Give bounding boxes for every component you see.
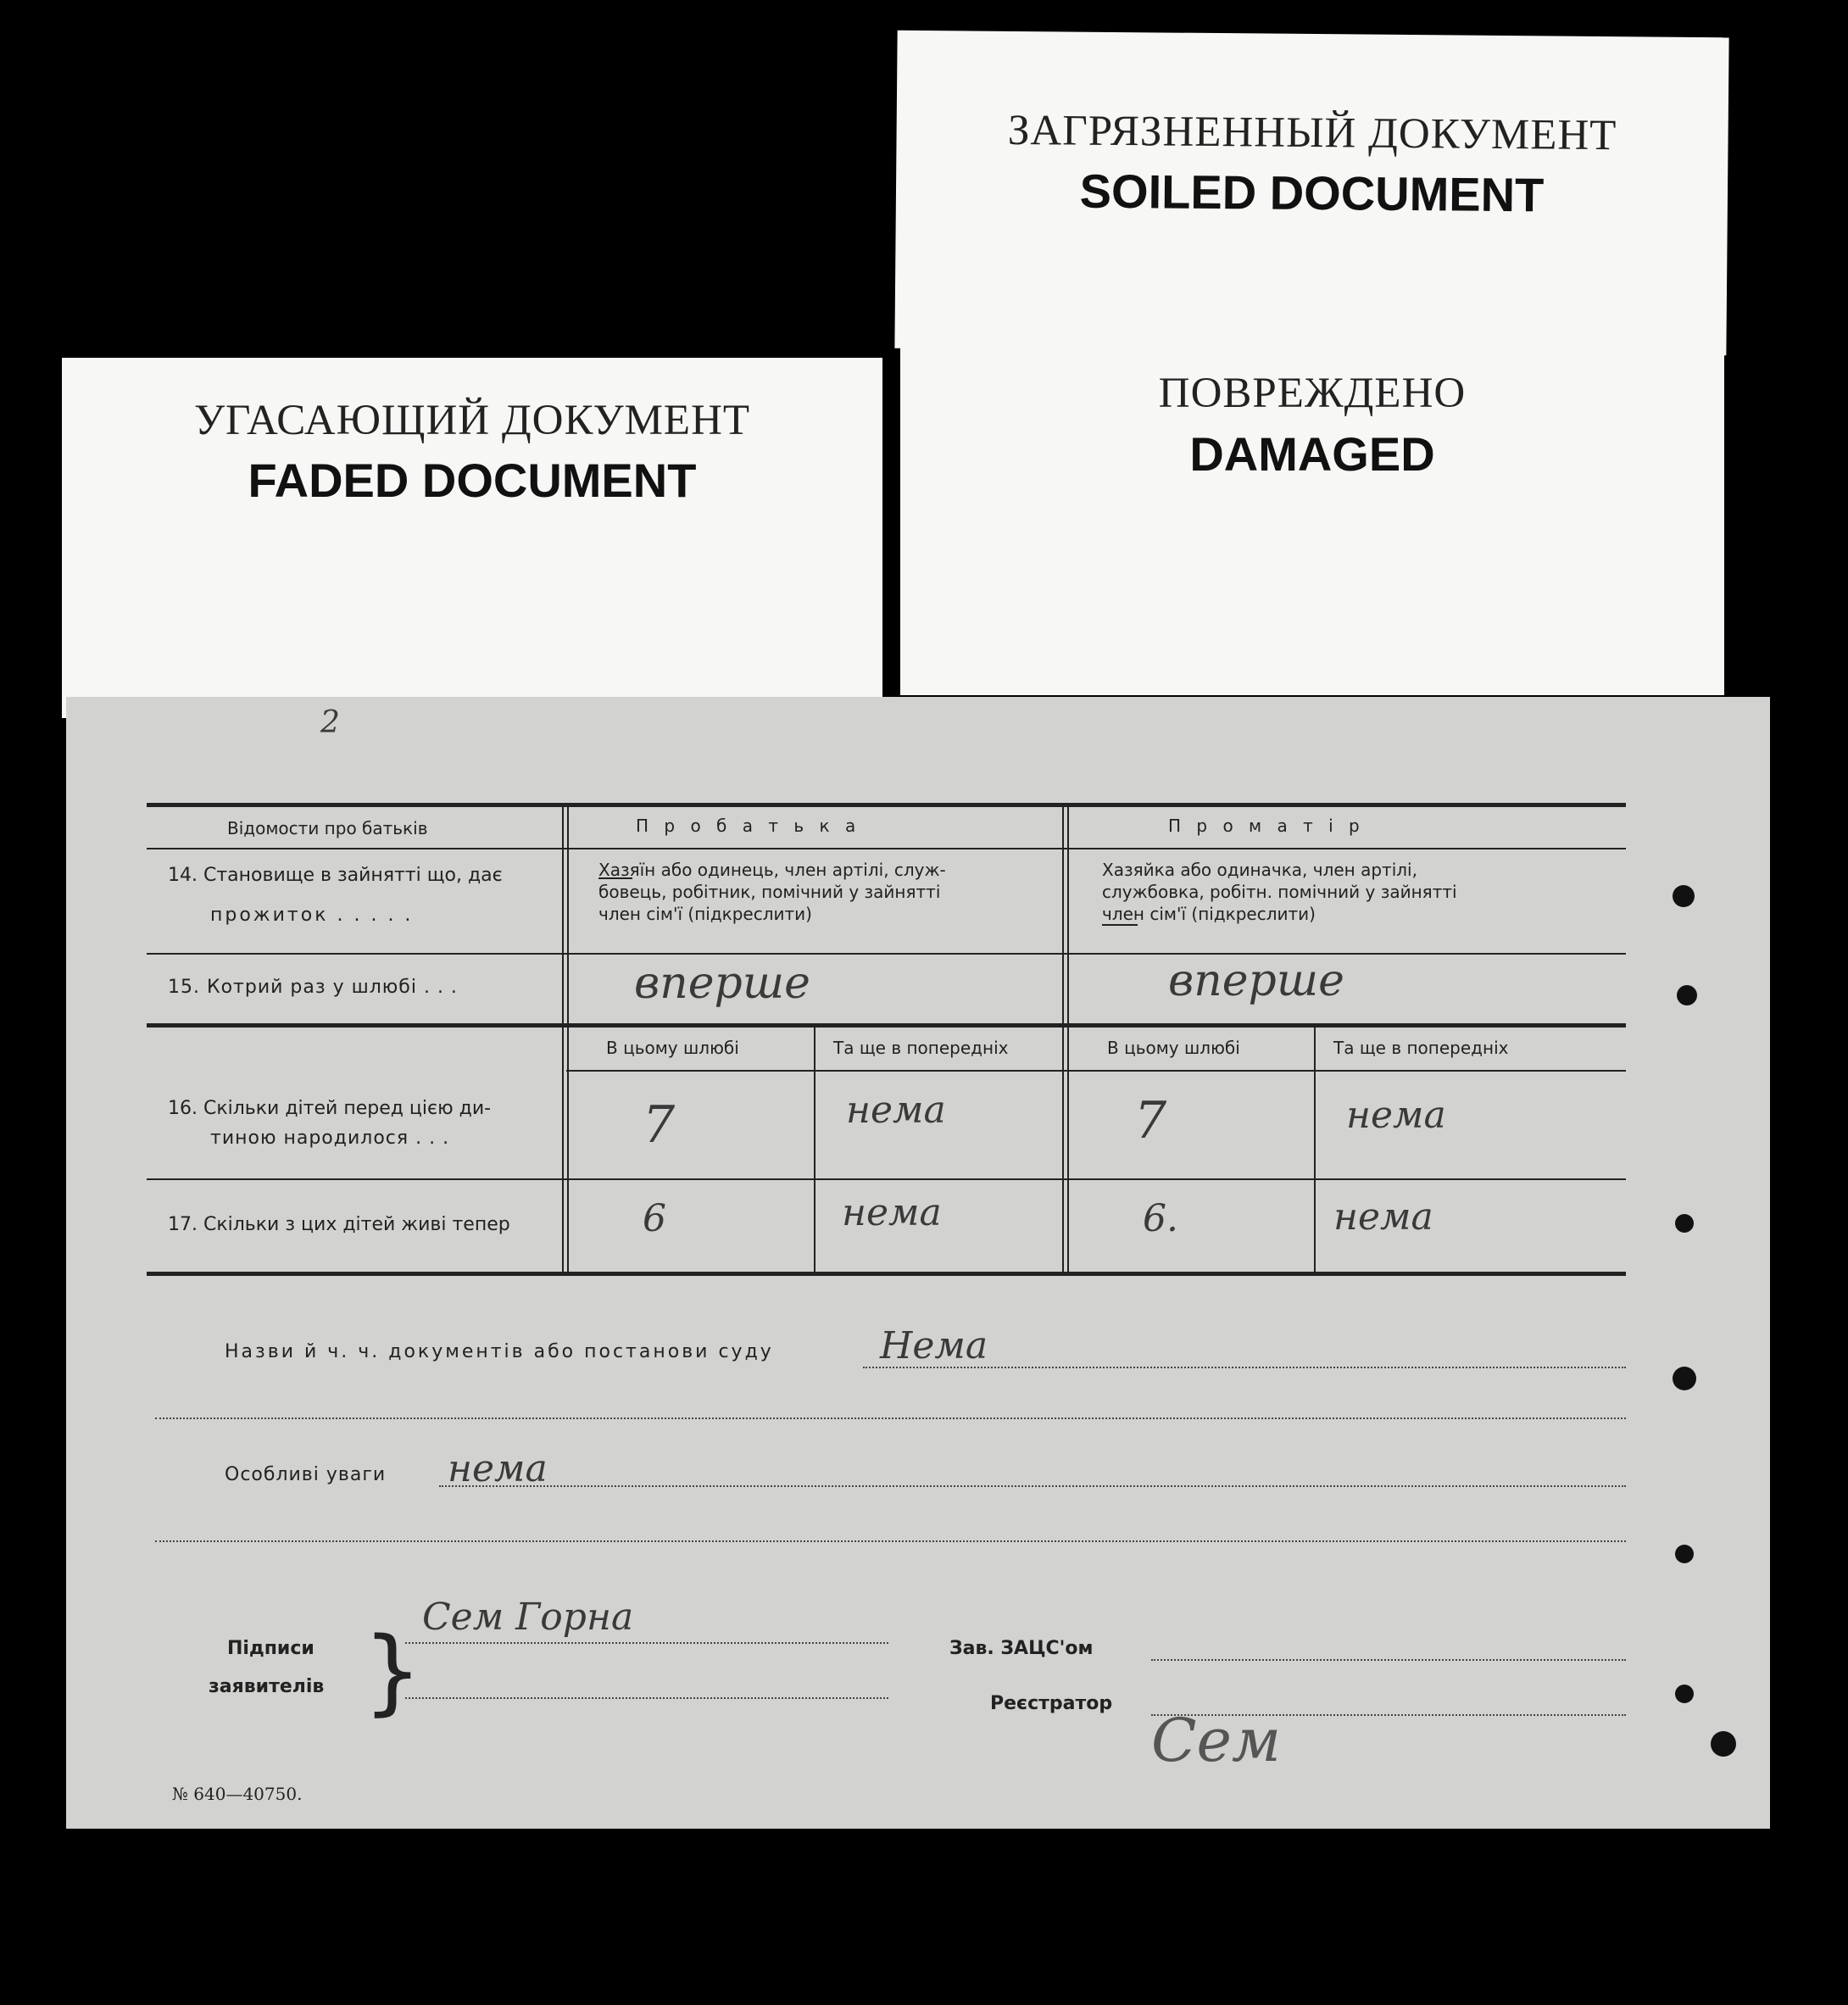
mother-this-marriage-subhead: В цьому шлюбі: [1107, 1038, 1240, 1058]
punch-hole: [1673, 1367, 1696, 1390]
row14-mother-line2: службовка, робітн. помічний у зайнятті: [1102, 882, 1457, 902]
head-signature-line: [1151, 1659, 1626, 1661]
row17-mother-prev: нема: [1333, 1195, 1433, 1239]
damaged-label-ru: ПОВРЕЖДЕНО: [1158, 370, 1467, 417]
table-col-divider-1: [562, 805, 564, 1272]
table-bottom-border: [147, 1272, 1626, 1276]
faded-document-card: [62, 358, 882, 718]
applicant-signature: Сем Горна: [422, 1596, 634, 1639]
row17-mother-this: 6.: [1143, 1197, 1178, 1240]
row14-father-line3: член сім'ї (підкреслити): [598, 904, 812, 924]
row16-father-this: 7: [643, 1095, 676, 1155]
row16-border: [147, 1178, 1626, 1180]
soiled-document-card: [894, 31, 1728, 356]
row14-mother-underline: [1102, 924, 1138, 926]
row16-label: 16. Скільки дітей перед цією ди-: [168, 1098, 492, 1119]
punch-hole: [1673, 885, 1695, 907]
damaged-document-card: [900, 335, 1724, 695]
row15-father-value: вперше: [634, 958, 810, 1009]
row14-border: [147, 953, 1626, 955]
row14-mother-line1: Хазяйка або одиначка, член артілі,: [1102, 860, 1417, 880]
row15-label: 15. Котрий раз у шлюбі . . .: [168, 977, 458, 998]
documents-value: Нема: [880, 1324, 988, 1367]
table-top-border: [147, 803, 1626, 807]
row14-father-underline: [598, 877, 632, 879]
remarks-line-2: [155, 1540, 1626, 1542]
form-number: № 640—40750.: [172, 1784, 303, 1804]
row16-father-prev: нема: [846, 1089, 946, 1132]
row14-label: 14. Становище в зайнятті що, дає: [168, 865, 503, 886]
row17-label: 17. Скільки з цих дітей живі тепер: [168, 1214, 510, 1235]
remarks-label: Особливі уваги: [225, 1464, 387, 1485]
applicant-signature-line-2: [405, 1697, 888, 1699]
signatures-label: Підписи: [227, 1638, 314, 1659]
remarks-value: нема: [448, 1447, 548, 1490]
subheader-border: [566, 1070, 1626, 1072]
father-column-header: П р о б а т ь к а: [636, 816, 861, 836]
remarks-line: [439, 1485, 1626, 1487]
signatures-label-cont: заявителів: [209, 1676, 325, 1697]
row17-father-prev: нема: [842, 1191, 942, 1234]
faded-label-ru: УГАСАЮЩИЙ ДОКУМЕНТ: [193, 397, 751, 444]
table-col-divider-2: [1062, 805, 1064, 1272]
corner-mark: 2: [320, 705, 340, 740]
row17-father-this: 6: [643, 1197, 666, 1240]
mother-previous-subhead: Та ще в попередніх: [1333, 1038, 1509, 1058]
documents-line-2: [155, 1417, 1626, 1419]
table-col-divider-1b: [567, 805, 569, 1272]
row16-label-cont: тиною народилося . . .: [210, 1128, 450, 1149]
registrar-signature: Сем: [1151, 1706, 1282, 1775]
mother-column-header: П р о м а т і р: [1168, 816, 1365, 836]
head-label: Зав. ЗАЦС'ом: [949, 1638, 1094, 1659]
registrar-label: Реєстратор: [990, 1693, 1113, 1714]
table-header-border: [147, 848, 1626, 849]
row14-mother-line3: член сім'ї (підкреслити): [1102, 904, 1316, 924]
table-header-label: Відомости про батьків: [227, 818, 428, 838]
documents-label: Назви й ч. ч. документів або постанови суду: [225, 1341, 774, 1362]
row14-label-cont: прожиток . . . . .: [210, 905, 414, 926]
punch-hole: [1675, 1214, 1694, 1233]
row15-mother-value: вперше: [1168, 955, 1344, 1006]
row15-border: [147, 1023, 1626, 1028]
row14-father-line2: бовець, робітник, помічний у зайнятті: [598, 882, 941, 902]
table-col-divider-3: [814, 1026, 815, 1272]
soiled-label-ru: ЗАГРЯЗНЕННЫЙ ДОКУМЕНТ: [1007, 106, 1617, 160]
applicant-signature-line-1: [405, 1642, 888, 1644]
damaged-label-en: DAMAGED: [1189, 427, 1435, 481]
father-previous-subhead: Та ще в попередніх: [833, 1038, 1009, 1058]
row16-mother-prev: нема: [1346, 1094, 1446, 1137]
punch-hole: [1711, 1731, 1736, 1757]
punch-hole: [1675, 1545, 1694, 1563]
row16-mother-this: 7: [1134, 1091, 1167, 1150]
signatures-brace: }: [363, 1617, 422, 1725]
punch-hole: [1677, 985, 1697, 1005]
table-col-divider-4: [1314, 1026, 1316, 1272]
soiled-label-en: SOILED DOCUMENT: [1079, 164, 1545, 222]
father-this-marriage-subhead: В цьому шлюбі: [606, 1038, 739, 1058]
table-col-divider-2b: [1067, 805, 1069, 1272]
faded-label-en: FADED DOCUMENT: [248, 454, 697, 507]
row14-father-line1: Хазяїн або одинець, член артілі, служ-: [598, 860, 946, 880]
registration-form-sheet: [66, 697, 1770, 1829]
punch-hole: [1675, 1685, 1694, 1703]
